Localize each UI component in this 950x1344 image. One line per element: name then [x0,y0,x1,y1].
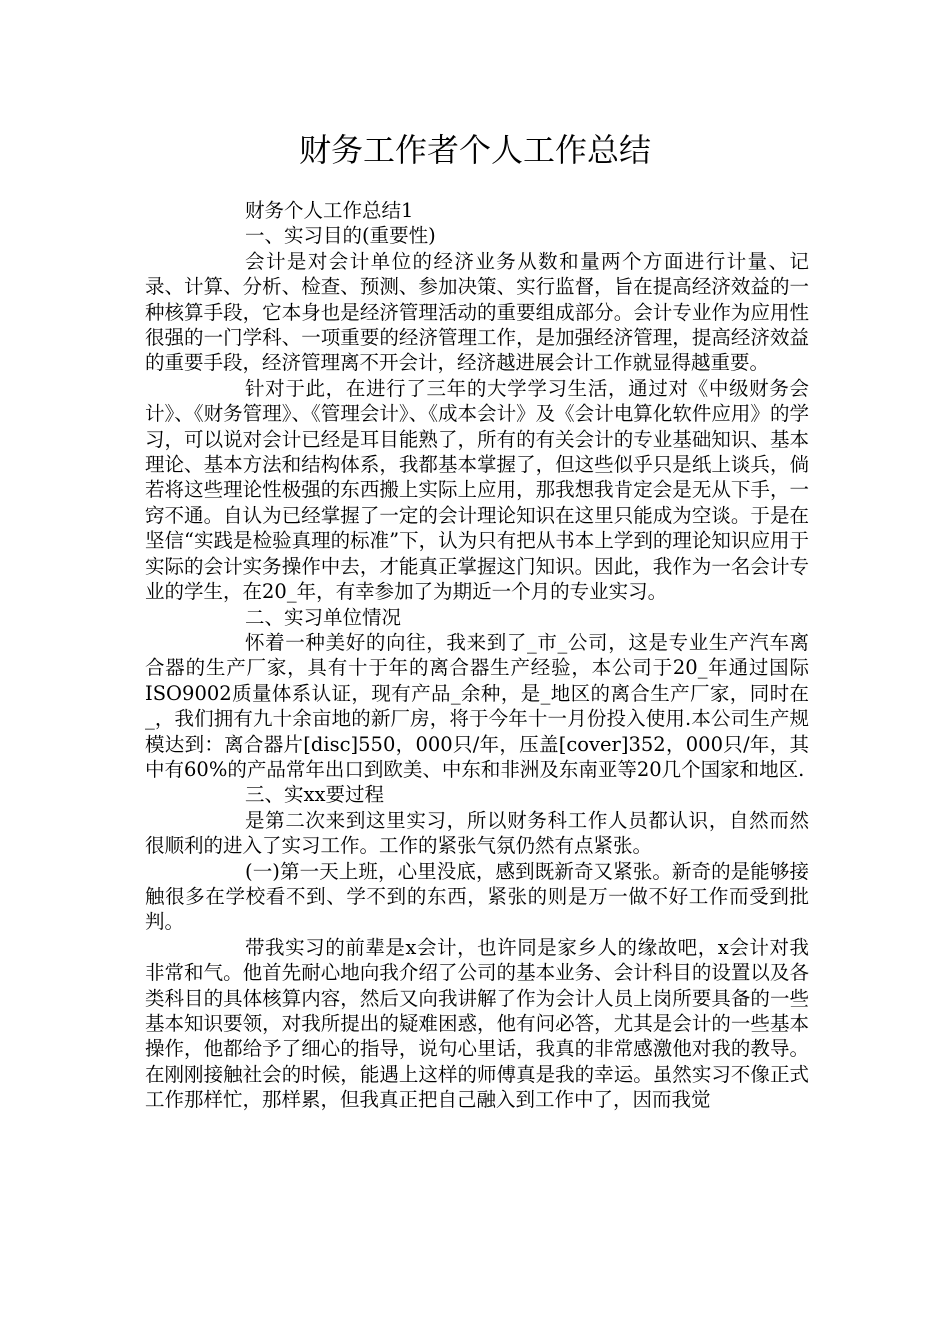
paragraph: 怀着一种美好的向往，我来到了_市_公司，这是专业生产汽车离合器的生产厂家，具有十于年的离合器生产经验，本公司于20_年通过国际ISO9002质量体系认证，现有产品_余种，是_地区的离合生产厂家，同时在_，我们拥有九十余亩地的新厂房，将于今年十一月份投入使用.本公司生产规模达到：离合器片[disc]550，000只/年，压盖[cover]352，000只/年，其中有60%的产品常年出口到欧美、中东和非洲及东南亚等20几个国家和地区. [145,630,809,781]
paragraph: (一)第一天上班，心里没底，感到既新奇又紧张。新奇的是能够接触很多在学校看不到、学不到的东西，紧张的则是万一做不好工作而受到批判。 [145,859,809,934]
section-subtitle: 财务个人工作总结1 [245,199,414,222]
section-heading-2: 二、实习单位情况 [245,605,402,629]
section-heading-3: 三、实xx要过程 [245,783,384,807]
section-heading-1: 一、实习目的(重要性) [245,224,436,248]
document-body [145,198,809,1113]
paragraph: 是第二次来到这里实习，所以财务科工作人员都认识，自然而然很顺利的进入了实习工作。工作的紧张气氛仍然有点紧张。 [145,808,809,858]
paragraph: 针对于此，在进行了三年的大学学习生活，通过对《中级财务会计》、《财务管理》、《管理会计》、《成本会计》及《会计电算化软件应用》的学习，可以说对会计已经是耳目能熟了，所有的有关会计的专业基础知识、基本理论、基本方法和结构体系，我都基本掌握了，但这些似乎只是纸上谈兵，倘若将这些理论性极强的东西搬上实际上应用，那我想我肯定会是无从下手，一窍不通。自认为已经掌握了一定的会计理论知识在这里只能成为空谈。于是在坚信“实践是检验真理的标准”下，认为只有把从书本上学到的理论知识应用于实际的会计实务操作中去，才能真正掌握这门知识。因此，我作为一名会计专业的学生，在20_年，有幸参加了为期近一个月的专业实习。 [145,376,809,604]
document-title: 财务工作者个人工作总结 [298,131,651,169]
paragraph: 带我实习的前辈是x会计，也许同是家乡人的缘故吧，x会计对我非常和气。他首先耐心地向我介绍了公司的基本业务、会计科目的设置以及各类科目的具体核算内容，然后又向我讲解了作为会计人员上岗所要具备的一些基本知识要领，对我所提出的疑难困惑，他有问必答，尤其是会计的一些基本操作，他都给予了细心的指导，说句心里话，我真的非常感激他对我的教导。在刚刚接触社会的时候，能遇上这样的师傅真是我的幸运。虽然实习不像正式工作那样忙，那样累，但我真正把自己融入到工作中了，因而我觉 [145,935,809,1112]
paragraph: 会计是对会计单位的经济业务从数和量两个方面进行计量、记录、计算、分析、检查、预测、参加决策、实行监督，旨在提高经济效益的一种核算手段，它本身也是经济管理活动的重要组成部分。会计专业作为应用性很强的一门学科、一项重要的经济管理工作，是加强经济管理，提高经济效益的重要手段，经济管理离不开会计，经济越进展会计工作就显得越重要。 [145,249,809,375]
